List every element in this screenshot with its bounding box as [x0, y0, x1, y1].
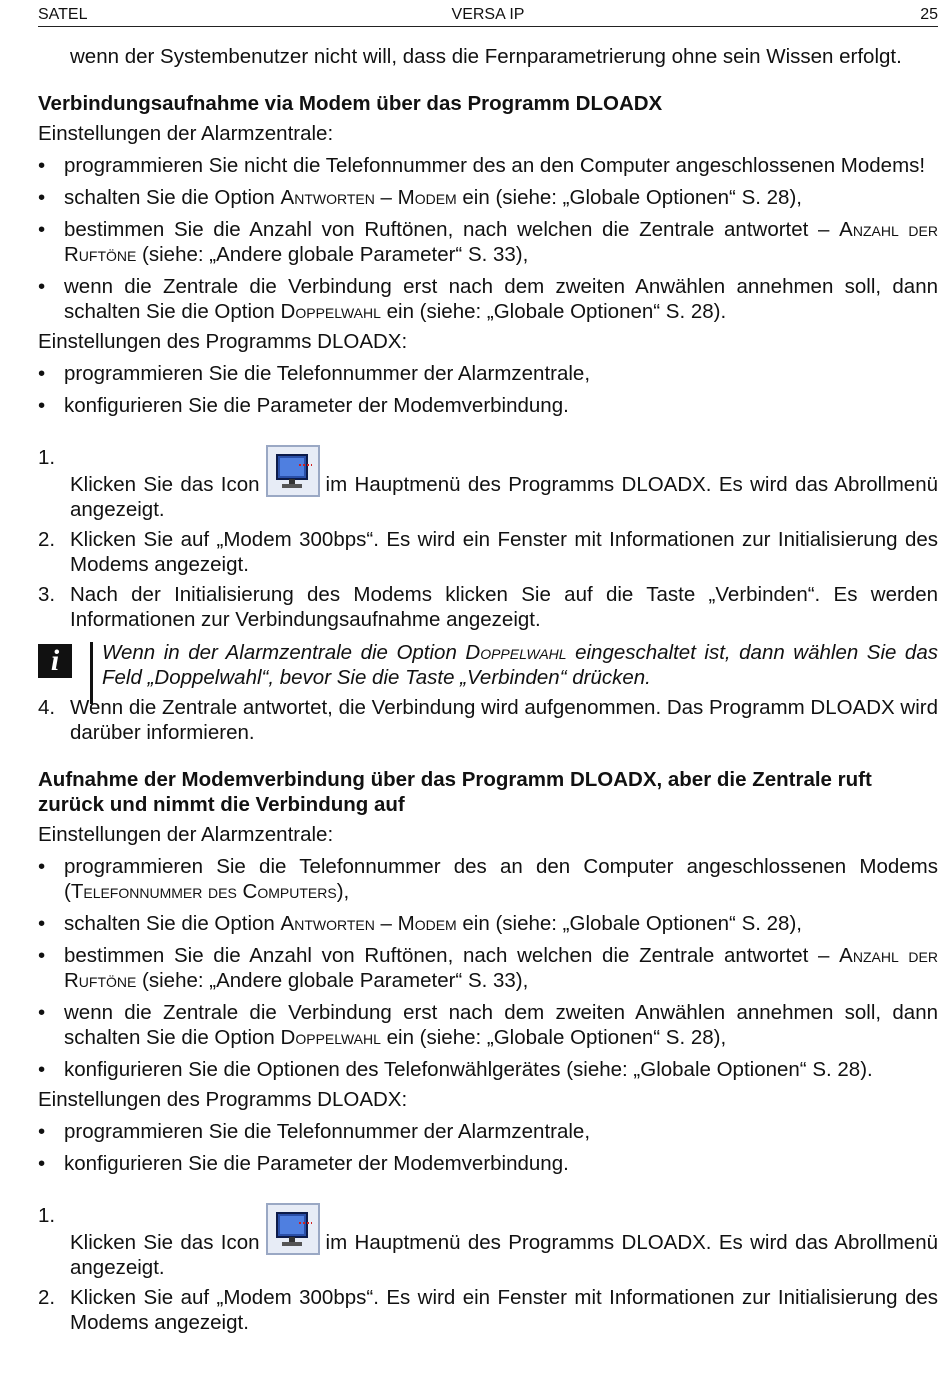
list-item-text: ein (siehe: „Globale Optionen“ S. 28),: [456, 186, 802, 209]
list-item: [38, 1151, 938, 1176]
list-item: [38, 393, 938, 418]
step-text: Klicken Sie das Icon: [70, 1231, 260, 1254]
step-text: Klicken Sie auf „Modem 300bps“. Es wird ein Fenster mit Informationen zur Initialisierung des Modems angezeigt.: [70, 1286, 938, 1334]
step-item: [38, 582, 938, 632]
list-item-text: konfigurieren Sie die Parameter der Modemverbindung.: [64, 394, 569, 417]
list-item-text: schalten Sie die Option: [64, 912, 281, 935]
list-item-text: schalten Sie die Option: [64, 186, 281, 209]
modem-computer-icon: [266, 445, 320, 497]
list-item: [38, 854, 938, 904]
step-item: [38, 1285, 938, 1335]
list-item-text: ein (siehe: „Globale Optionen“ S. 28).: [380, 300, 727, 323]
program-settings-label: Einstellungen des Programms DLOADX:: [38, 1088, 408, 1111]
steps-list: [38, 445, 938, 632]
panel-settings-label: Einstellungen der Alarmzentrale:: [38, 823, 334, 846]
option-name: Antworten – Modem: [280, 912, 457, 935]
note-text: Wenn in der Alarmzentrale die Option: [102, 641, 466, 664]
section-heading-modem: Verbindungsaufnahme via Modem über das Programm DLOADX: [38, 92, 663, 115]
step-number: 4.: [38, 696, 56, 719]
panel-settings-list: [38, 153, 938, 324]
step-number: 2.: [38, 1286, 56, 1309]
steps-list: [38, 1203, 938, 1335]
step-text: Klicken Sie auf „Modem 300bps“. Es wird ein Fenster mit Informationen zur Initialisierung des Modems angezeigt.: [70, 528, 938, 576]
step-number: 2.: [38, 528, 56, 551]
step-text: Nach der Initialisierung des Modems klicken Sie auf die Taste „Verbinden“. Es werden Informationen zur Verbindungsaufnahme angezeigt.: [70, 583, 938, 631]
list-item-text: wenn die Zentrale die Verbindung erst nach dem zweiten Anwählen annehmen soll, dann schalten Sie die Option: [64, 275, 938, 323]
info-note: [38, 640, 938, 690]
header-brand: SATEL: [38, 6, 88, 23]
list-item: [38, 1057, 938, 1082]
step-item: [38, 445, 938, 522]
page-number: 25: [920, 6, 938, 23]
panel-settings-list: [38, 854, 938, 1082]
list-item-text: bestimmen Sie die Anzahl von Ruftönen, nach welchen die Zentrale antwortet –: [64, 944, 840, 967]
section-heading-callback: Aufnahme der Modemverbindung über das Programm DLOADX, aber die Zentrale ruft zurück und nimmt die Verbindung auf: [38, 768, 872, 816]
option-name: Doppelwahl: [280, 1026, 381, 1049]
page-body: [38, 44, 938, 1335]
program-settings-label: Einstellungen des Programms DLOADX:: [38, 330, 408, 353]
list-item-text: ein (siehe: „Globale Optionen“ S. 28),: [380, 1026, 727, 1049]
option-name: Doppelwahl: [465, 641, 567, 664]
info-icon: i: [38, 644, 72, 678]
option-name: Telefonnummer des Computers: [70, 880, 337, 903]
option-name: Doppelwahl: [280, 300, 381, 323]
step-text: Klicken Sie das Icon: [70, 473, 260, 496]
option-name: Anzahl der Ruftöne: [64, 944, 938, 992]
list-item: [38, 185, 938, 210]
list-item: [38, 911, 938, 936]
step-item: [38, 527, 938, 577]
step-number: 1.: [38, 1204, 56, 1227]
header-product: VERSA IP: [451, 6, 525, 23]
list-item-text: konfigurieren Sie die Parameter der Modemverbindung.: [64, 1152, 569, 1175]
list-item: [38, 361, 938, 386]
list-item-text: (siehe: „Andere globale Parameter“ S. 33),: [136, 969, 529, 992]
panel-settings-label: Einstellungen der Alarmzentrale:: [38, 122, 334, 145]
program-settings-list: [38, 361, 938, 418]
step-number: 1.: [38, 446, 56, 469]
list-item: [38, 943, 938, 993]
list-item-text: ),: [336, 880, 350, 903]
list-item: [38, 1119, 938, 1144]
page-header: [38, 6, 938, 27]
step-number: 3.: [38, 583, 56, 606]
list-item: [38, 217, 938, 267]
step-item: [38, 695, 938, 745]
list-item: [38, 153, 938, 178]
step-text: im Hauptmenü des Programms DLOADX. Es wird das Abrollmenü angezeigt.: [70, 1231, 938, 1279]
option-name: Antworten – Modem: [280, 186, 457, 209]
list-item-text: programmieren Sie die Telefonnummer der Alarmzentrale,: [64, 362, 591, 385]
step-text: im Hauptmenü des Programms DLOADX. Es wird das Abrollmenü angezeigt.: [70, 473, 938, 521]
intro-paragraph: wenn der Systembenutzer nicht will, dass die Fernparametrierung ohne sein Wissen erfolgt.: [70, 45, 902, 68]
list-item: [38, 1000, 938, 1050]
list-item-text: programmieren Sie die Telefonnummer des an den Computer angeschlossenen Modems (: [64, 855, 938, 903]
list-item: [38, 274, 938, 324]
program-settings-list: [38, 1119, 938, 1176]
modem-computer-icon: [266, 1203, 320, 1255]
list-item-text: (siehe: „Andere globale Parameter“ S. 33),: [136, 243, 529, 266]
list-item-text: bestimmen Sie die Anzahl von Ruftönen, nach welchen die Zentrale antwortet –: [64, 218, 840, 241]
step-item: [38, 1203, 938, 1280]
step-text: Wenn die Zentrale antwortet, die Verbindung wird aufgenommen. Das Programm DLOADX wird darüber informieren.: [70, 696, 938, 744]
option-name: Anzahl der Ruftöne: [64, 218, 938, 266]
list-item-text: ein (siehe: „Globale Optionen“ S. 28),: [456, 912, 802, 935]
list-item-text: programmieren Sie nicht die Telefonnummer des an den Computer angeschlossenen Modems!: [64, 154, 926, 177]
note-text: eingeschaltet ist, dann wählen Sie das Feld „Doppelwahl“, bevor Sie die Taste „Verbinden“ drücken.: [102, 641, 938, 689]
list-item-text: programmieren Sie die Telefonnummer der Alarmzentrale,: [64, 1120, 591, 1143]
list-item-text: konfigurieren Sie die Optionen des Telefonwählgerätes (siehe: „Globale Optionen“ S. 28).: [64, 1058, 873, 1081]
steps-list-continued: [38, 695, 938, 745]
list-item-text: wenn die Zentrale die Verbindung erst nach dem zweiten Anwählen annehmen soll, dann schalten Sie die Option: [64, 1001, 938, 1049]
